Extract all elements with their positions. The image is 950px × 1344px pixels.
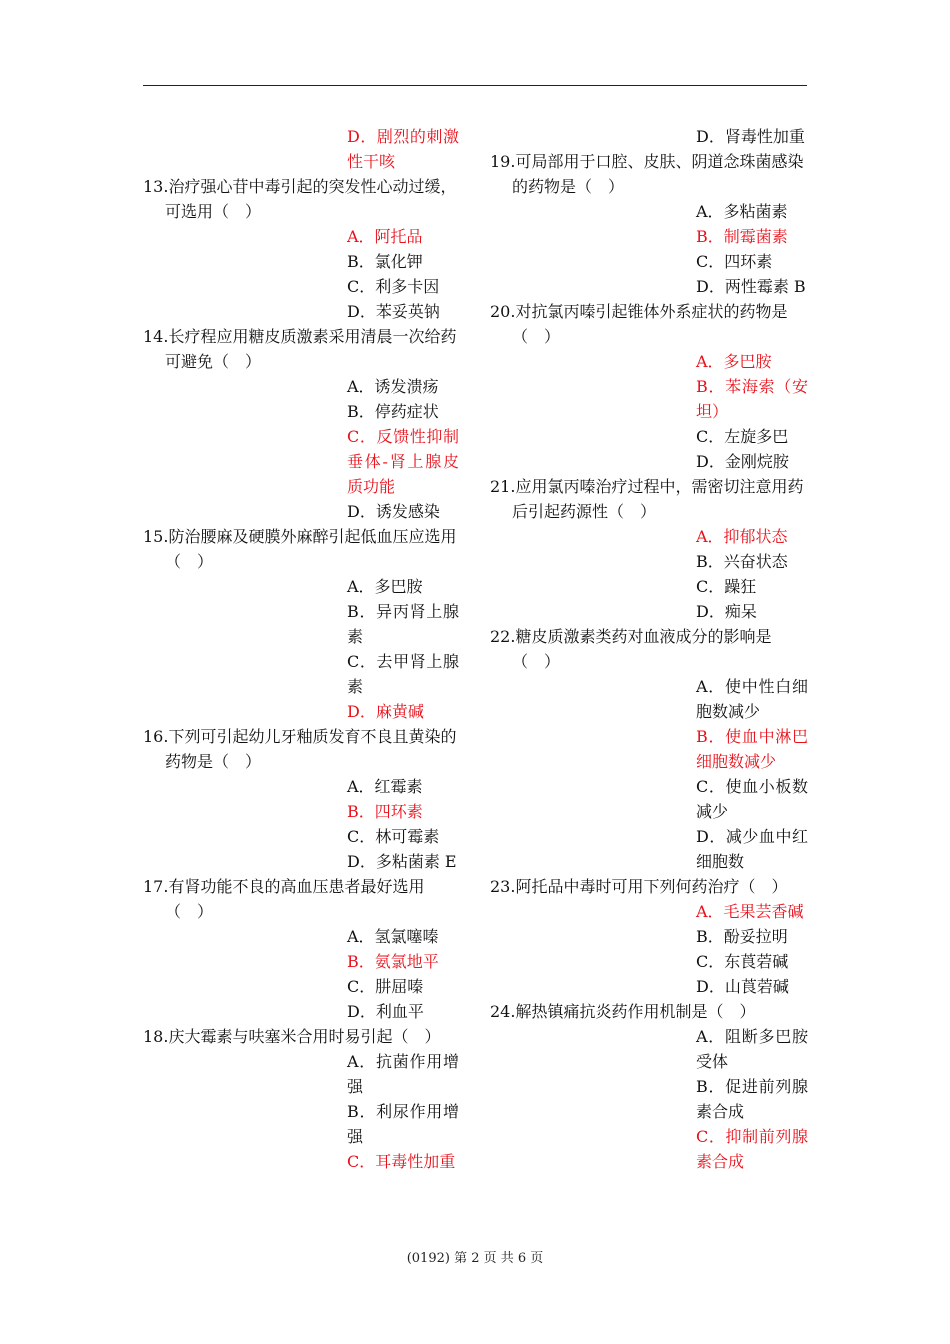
answer-option: A．多粘菌素 xyxy=(696,202,788,221)
answer-option: C．利多卡因 xyxy=(347,277,440,296)
answer-option: D．诱发感染 xyxy=(347,502,440,521)
answer-option: B．停药症状 xyxy=(347,402,439,421)
answer-option: B．利尿作用增强 xyxy=(347,1102,459,1146)
question-item xyxy=(143,524,463,724)
answer-option-correct: C．耳毒性加重 xyxy=(347,1152,456,1171)
answer-option: C．林可霉素 xyxy=(347,827,440,846)
answer-option: A．红霉素 xyxy=(347,777,423,796)
answer-option: B．酚妥拉明 xyxy=(696,927,788,946)
question-item xyxy=(143,174,463,324)
answer-option: C．使血小板数减少 xyxy=(696,777,808,821)
answer-option: A．诱发溃疡 xyxy=(347,377,439,396)
question-stem: 22.糖皮质激素类药对血液成分的影响是（ ） xyxy=(490,627,772,671)
question-item xyxy=(143,874,463,1024)
question-stem: 14.长疗程应用糖皮质激素采用清晨一次给药可避免（ ） xyxy=(143,327,457,371)
answer-option-correct: A．毛果芸香碱 xyxy=(696,902,804,921)
answer-option: C．左旋多巴 xyxy=(696,427,789,446)
answer-option-correct: A．阿托品 xyxy=(347,227,423,246)
question-item xyxy=(490,624,810,874)
question-stem: 15.防治腰麻及硬膜外麻醉引起低血压应选用（ ） xyxy=(143,527,457,571)
left-column xyxy=(143,124,463,1174)
answer-option-correct: A．抑郁状态 xyxy=(696,527,788,546)
answer-option: A．抗菌作用增强 xyxy=(347,1052,459,1096)
question-stem: 18.庆大霉素与呋塞米合用时易引起（ ） xyxy=(143,1027,441,1046)
question-item xyxy=(490,299,810,474)
question-item xyxy=(490,874,810,999)
answer-option: D．痴呆 xyxy=(696,602,757,621)
right-column xyxy=(490,124,810,1174)
answer-option-correct: B．使血中淋巴细胞数减少 xyxy=(696,727,808,771)
answer-option: B．促进前列腺素合成 xyxy=(696,1077,808,1121)
question-stem: 21.应用氯丙嗪治疗过程中，需密切注意用药后引起药源性（ ） xyxy=(490,477,804,521)
answer-option-correct: B．氨氯地平 xyxy=(347,952,439,971)
answer-option: A．使中性白细胞数减少 xyxy=(696,677,808,721)
question-item xyxy=(143,1024,463,1174)
question-stem: 16.下列可引起幼儿牙釉质发育不良且黄染的药物是（ ） xyxy=(143,727,457,771)
answer-option-correct: C．反馈性抑制垂体-肾上腺皮质功能 xyxy=(347,427,459,496)
answer-option-correct: B．制霉菌素 xyxy=(696,227,788,246)
carry-over-option: D．肾毒性加重 xyxy=(696,127,805,146)
question-item xyxy=(143,324,463,524)
answer-option-correct: A．多巴胺 xyxy=(696,352,772,371)
answer-option: C．东莨菪碱 xyxy=(696,952,789,971)
header-rule xyxy=(143,85,807,86)
answer-option: C．躁狂 xyxy=(696,577,757,596)
answer-option: D．山莨菪碱 xyxy=(696,977,789,996)
answer-option-correct: D．麻黄碱 xyxy=(347,702,424,721)
question-stem: 13.治疗强心苷中毒引起的突发性心动过缓，可选用（ ） xyxy=(143,177,457,221)
answer-option: A．氢氯噻嗪 xyxy=(347,927,439,946)
answer-option-correct: C．抑制前列腺素合成 xyxy=(696,1127,808,1171)
answer-option: A．阻断多巴胺受体 xyxy=(696,1027,808,1071)
answer-option: A．多巴胺 xyxy=(347,577,423,596)
question-item xyxy=(143,724,463,874)
question-stem: 24.解热镇痛抗炎药作用机制是（ ） xyxy=(490,1002,756,1021)
answer-option: C．去甲肾上腺素 xyxy=(347,652,459,696)
answer-option: C．肼屈嗪 xyxy=(347,977,424,996)
answer-option-correct: B．四环素 xyxy=(347,802,423,821)
answer-option: D．利血平 xyxy=(347,1002,424,1021)
answer-option: C．四环素 xyxy=(696,252,773,271)
answer-option: B．兴奋状态 xyxy=(696,552,788,571)
answer-option-correct: B．苯海索（安坦） xyxy=(696,377,808,421)
page-footer: (0192) 第 2 页 共 6 页 xyxy=(406,1251,544,1266)
answer-option: D．两性霉素 B xyxy=(696,277,806,296)
question-stem: 20.对抗氯丙嗪引起锥体外系症状的药物是（ ） xyxy=(490,302,788,346)
question-item xyxy=(490,149,810,299)
question-item xyxy=(490,999,810,1174)
answer-option: D．苯妥英钠 xyxy=(347,302,440,321)
answer-option: D．金刚烷胺 xyxy=(696,452,789,471)
question-stem: 23.阿托品中毒时可用下列何药治疗（ ） xyxy=(490,877,788,896)
answer-option: D．减少血中红细胞数 xyxy=(696,827,808,871)
answer-option: D．多粘菌素 E xyxy=(347,852,457,871)
question-stem: 19.可局部用于口腔、皮肤、阴道念珠菌感染的药物是（ ） xyxy=(490,152,804,196)
answer-option: B．氯化钾 xyxy=(347,252,423,271)
carry-over-option: D．剧烈的刺激性干咳 xyxy=(347,127,459,171)
question-item xyxy=(490,474,810,624)
answer-option: B．异丙肾上腺素 xyxy=(347,602,459,646)
question-stem: 17.有肾功能不良的高血压患者最好选用（ ） xyxy=(143,877,425,921)
